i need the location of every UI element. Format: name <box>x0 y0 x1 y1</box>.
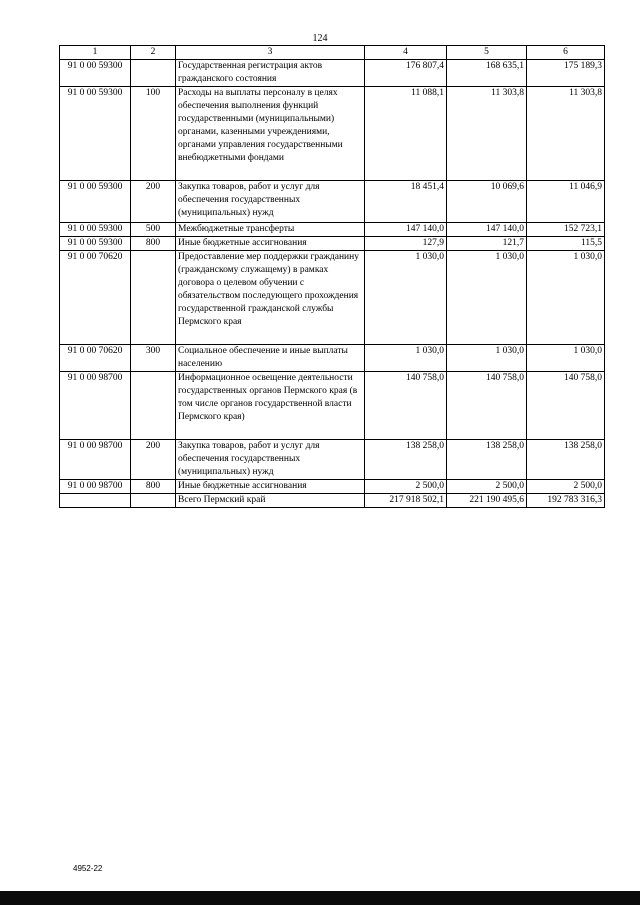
amount-col-4: 1 030,0 <box>365 251 447 345</box>
amount-col-6: 1 030,0 <box>527 251 605 345</box>
amount-col-6: 152 723,1 <box>527 223 605 237</box>
row-name: Закупка товаров, работ и услуг для обеспечения государственных (муниципальных) нужд <box>176 440 365 480</box>
amount-col-6: 1 030,0 <box>527 345 605 372</box>
amount-col-5: 138 258,0 <box>447 440 527 480</box>
expense-type-code: 500 <box>131 223 176 237</box>
target-article-code <box>60 494 131 508</box>
amount-col-5: 2 500,0 <box>447 480 527 494</box>
amount-col-4: 217 918 502,1 <box>365 494 447 508</box>
amount-col-6: 2 500,0 <box>527 480 605 494</box>
column-header: 4 <box>365 46 447 60</box>
table-header-row <box>60 46 605 60</box>
amount-col-4: 140 758,0 <box>365 372 447 440</box>
amount-col-6: 115,5 <box>527 237 605 251</box>
column-header: 3 <box>176 46 365 60</box>
amount-col-6: 175 189,3 <box>527 60 605 87</box>
table-row <box>60 237 605 251</box>
target-article-code: 91 0 00 59300 <box>60 223 131 237</box>
table-row <box>60 345 605 372</box>
expense-type-code: 200 <box>131 440 176 480</box>
target-article-code: 91 0 00 98700 <box>60 440 131 480</box>
amount-col-5: 147 140,0 <box>447 223 527 237</box>
amount-col-4: 176 807,4 <box>365 60 447 87</box>
expense-type-code: 800 <box>131 237 176 251</box>
row-name: Межбюджетные трансферты <box>176 223 365 237</box>
target-article-code: 91 0 00 98700 <box>60 480 131 494</box>
row-name: Государственная регистрация актов гражданского состояния <box>176 60 365 87</box>
amount-col-4: 1 030,0 <box>365 345 447 372</box>
table-row <box>60 181 605 223</box>
row-name: Информационное освещение деятельности государственных органов Пермского края (в том числе органов государственной власти Пермского края) <box>176 372 365 440</box>
amount-col-4: 2 500,0 <box>365 480 447 494</box>
target-article-code: 91 0 00 70620 <box>60 251 131 345</box>
target-article-code: 91 0 00 59300 <box>60 60 131 87</box>
target-article-code: 91 0 00 59300 <box>60 237 131 251</box>
amount-col-5: 1 030,0 <box>447 251 527 345</box>
column-header: 6 <box>527 46 605 60</box>
amount-col-5: 140 758,0 <box>447 372 527 440</box>
row-name: Социальное обеспечение и иные выплаты населению <box>176 345 365 372</box>
table-row <box>60 440 605 480</box>
row-name: Иные бюджетные ассигнования <box>176 480 365 494</box>
amount-col-4: 127,9 <box>365 237 447 251</box>
page-number: 124 <box>312 33 328 44</box>
amount-col-4: 18 451,4 <box>365 181 447 223</box>
amount-col-6: 140 758,0 <box>527 372 605 440</box>
expense-type-code: 100 <box>131 87 176 181</box>
row-name: Всего Пермский край <box>176 494 365 508</box>
amount-col-4: 11 088,1 <box>365 87 447 181</box>
target-article-code: 91 0 00 59300 <box>60 181 131 223</box>
amount-col-5: 11 303,8 <box>447 87 527 181</box>
budget-table <box>59 45 605 508</box>
amount-col-5: 10 069,6 <box>447 181 527 223</box>
amount-col-5: 1 030,0 <box>447 345 527 372</box>
table-row <box>60 251 605 345</box>
amount-col-6: 192 783 316,3 <box>527 494 605 508</box>
scan-edge-bar <box>0 891 640 905</box>
target-article-code: 91 0 00 98700 <box>60 372 131 440</box>
expense-type-code: 300 <box>131 345 176 372</box>
column-header: 1 <box>60 46 131 60</box>
amount-col-6: 138 258,0 <box>527 440 605 480</box>
target-article-code: 91 0 00 59300 <box>60 87 131 181</box>
table-row <box>60 60 605 87</box>
column-header: 5 <box>447 46 527 60</box>
table-total-row <box>60 494 605 508</box>
amount-col-6: 11 046,9 <box>527 181 605 223</box>
target-article-code: 91 0 00 70620 <box>60 345 131 372</box>
row-name: Иные бюджетные ассигнования <box>176 237 365 251</box>
row-name: Предоставление мер поддержки гражданину (гражданскому служащему) в рамках договора о целевом обучении с обязательством последующего прохождения государственной гражданской службы Пермского края <box>176 251 365 345</box>
amount-col-5: 168 635,1 <box>447 60 527 87</box>
expense-type-code: 200 <box>131 181 176 223</box>
table-row <box>60 372 605 440</box>
row-name: Расходы на выплаты персоналу в целях обеспечения выполнения функций государственными (муниципальными) органами, казенными учреждениями, органами управления государственными внебюджетными фондами <box>176 87 365 181</box>
expense-type-code <box>131 251 176 345</box>
amount-col-4: 147 140,0 <box>365 223 447 237</box>
amount-col-4: 138 258,0 <box>365 440 447 480</box>
expense-type-code <box>131 494 176 508</box>
document-code: 4952-22 <box>73 864 103 873</box>
table-row <box>60 480 605 494</box>
expense-type-code: 800 <box>131 480 176 494</box>
expense-type-code <box>131 372 176 440</box>
table-row <box>60 87 605 181</box>
column-header: 2 <box>131 46 176 60</box>
amount-col-6: 11 303,8 <box>527 87 605 181</box>
amount-col-5: 221 190 495,6 <box>447 494 527 508</box>
amount-col-5: 121,7 <box>447 237 527 251</box>
row-name: Закупка товаров, работ и услуг для обеспечения государственных (муниципальных) нужд <box>176 181 365 223</box>
expense-type-code <box>131 60 176 87</box>
table-row <box>60 223 605 237</box>
